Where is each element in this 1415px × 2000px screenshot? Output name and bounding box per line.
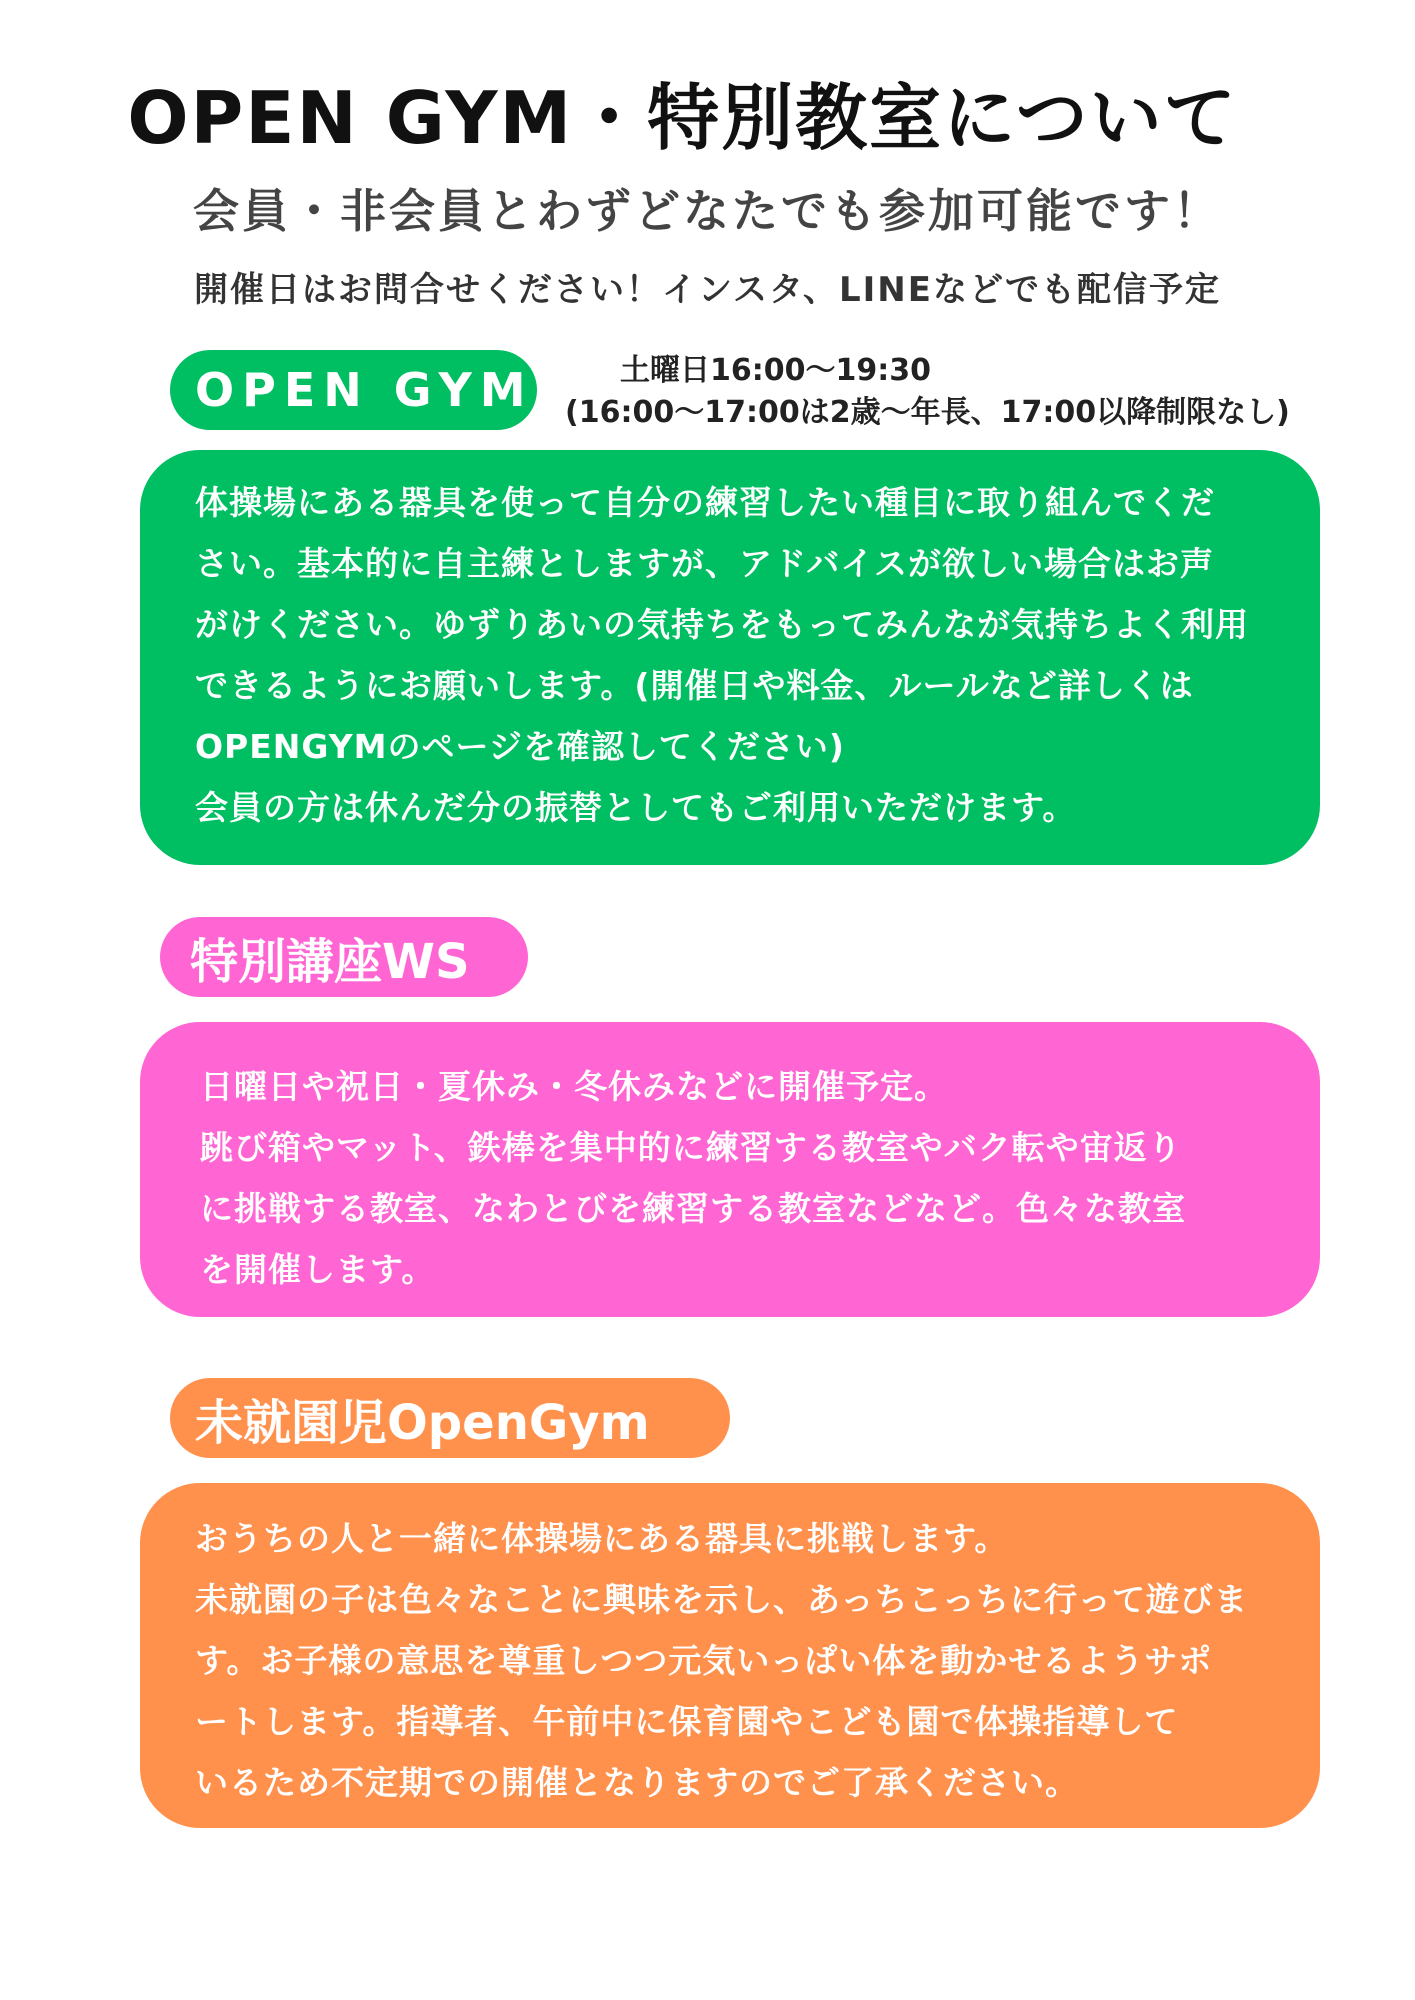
open-gym-description (140, 450, 1320, 865)
schedule-notice: 開催日はお問合せください！インスタ、LINEなどでも配信予定 (194, 270, 1221, 310)
preschool-gym-line: いるため不定期での開催となりますのでご了承ください。 (195, 1763, 1079, 1802)
open-gym-line: OPENGYMのページを確認してください) (195, 727, 845, 766)
open-gym-label (170, 350, 537, 430)
special-class-line: に挑戦する教室、なわとびを練習する教室などなど。色々な教室 (200, 1189, 1186, 1228)
page-subtitle: 会員・非会員とわずどなたでも参加可能です！ (193, 184, 1222, 238)
special-class-description (140, 1022, 1320, 1317)
preschool-gym-line: ートします。指導者、午前中に保育園やこども園で体操指導して (195, 1702, 1179, 1741)
preschool-gym-label-text: 未就園児OpenGym (195, 1394, 650, 1451)
preschool-gym-line: 未就園の子は色々なことに興味を示し、あっちこっちに行って遊びま (195, 1580, 1249, 1619)
open-gym-line: 会員の方は休んだ分の振替としてもご利用いただけます。 (195, 788, 1077, 827)
special-class-line: を開催します。 (200, 1250, 436, 1289)
preschool-gym-line: す。お子様の意思を尊重しつつ元気いっぱい体を動かせるようサポ (195, 1641, 1213, 1680)
special-class-line: 日曜日や祝日・夏休み・冬休みなどに開催予定。 (200, 1067, 948, 1106)
open-gym-schedule-note: (16:00〜17:00は2歳〜年長、17:00以降制限なし) (565, 395, 1290, 430)
open-gym-line: さい。基本的に自主練としますが、アドバイスが欲しい場合はお声 (195, 544, 1215, 583)
open-gym-label-text: OPEN GYM (195, 363, 534, 417)
special-class-line: 跳び箱やマット、鉄棒を集中的に練習する教室やバク転や宙返り (200, 1128, 1182, 1167)
page-title: OPEN GYM・特別教室について (127, 76, 1238, 160)
special-class-label (160, 917, 528, 997)
open-gym-line: がけください。ゆずりあいの気持ちをもってみんなが気持ちよく利用 (195, 605, 1249, 644)
open-gym-line: できるようにお願いします。(開催日や料金、ルールなど詳しくは (195, 666, 1194, 705)
open-gym-schedule (565, 350, 1345, 434)
open-gym-line: 体操場にある器具を使って自分の練習したい種目に取り組んでくだ (195, 483, 1215, 522)
preschool-gym-line: おうちの人と一緒に体操場にある器具に挑戦します。 (195, 1519, 1009, 1558)
open-gym-schedule-time: 土曜日16:00〜19:30 (620, 353, 931, 388)
preschool-gym-description (140, 1483, 1320, 1828)
special-class-label-text: 特別講座WS (190, 933, 470, 990)
preschool-gym-label (170, 1378, 730, 1458)
